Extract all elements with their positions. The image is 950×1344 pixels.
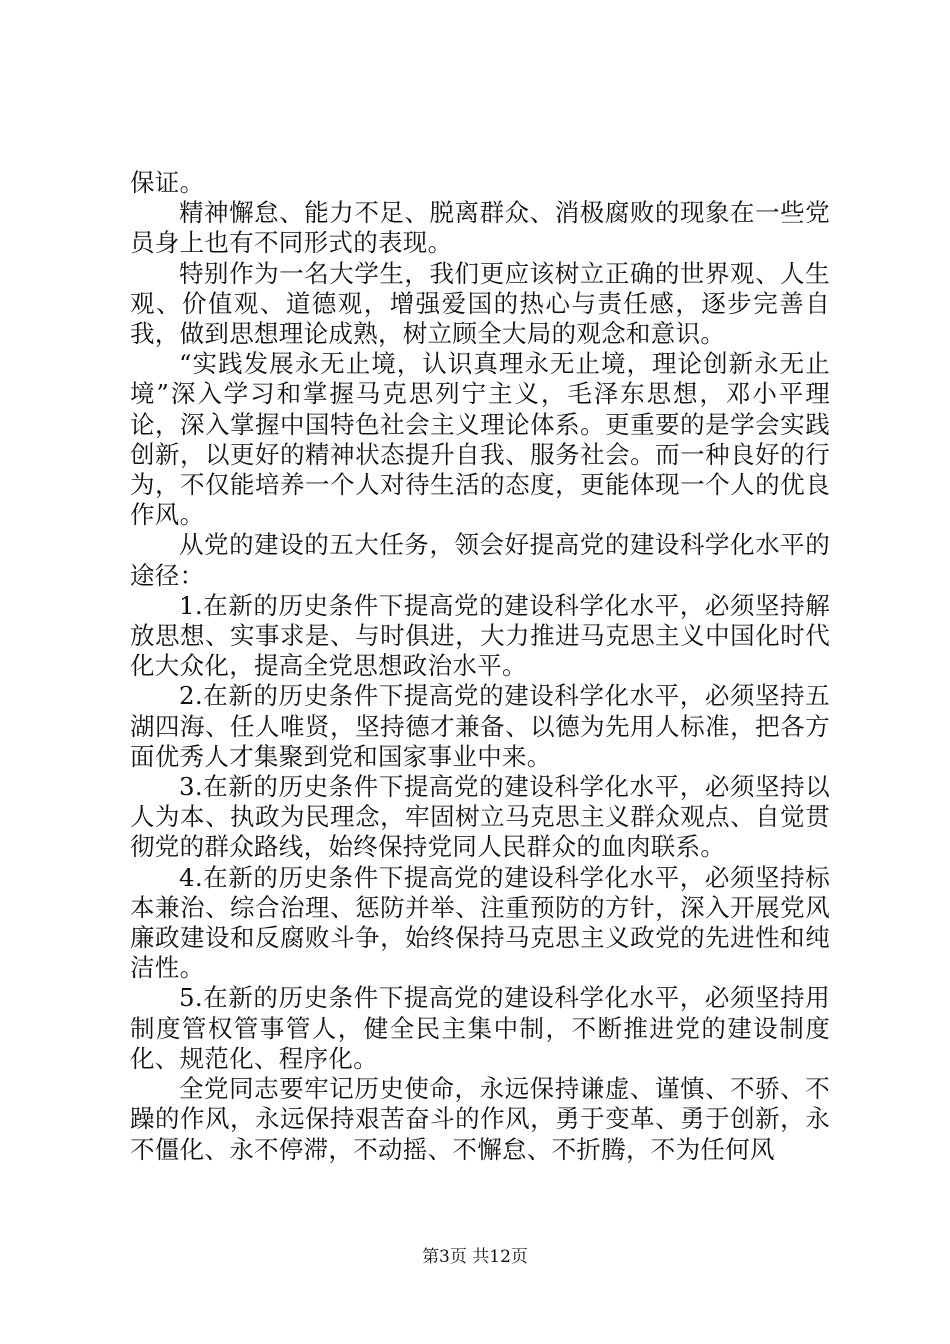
paragraph-4: “实践发展永无止境，认识真理永无止境，理论创新永无止境”深入学习和掌握马克思列宁主义，毛泽东思想，邓小平理论，深入掌握中国特色社会主义理论体系。更重要的是学会实践创新，以更好的精神状态提升自我、服务社会。而一种良好的行为，不仅能培养一个人对待生活的态度，更能体现一个人的优良作风。 (130, 349, 830, 530)
paragraph-1: 保证。 (130, 168, 205, 197)
list-item-3: 3.在新的历史条件下提高党的建设科学化水平，必须坚持以人为本、执政为民理念，牢固树立马克思主义群众观点、自觉贯彻党的群众路线，始终保持党同人民群众的血肉联系。 (130, 772, 830, 862)
list-item-4: 4.在新的历史条件下提高党的建设科学化水平，必须坚持标本兼治、综合治理、惩防并举、注重预防的方针，深入开展党风廉政建设和反腐败斗争，始终保持马克思主义政党的先进性和纯洁性。 (130, 862, 830, 983)
paragraph-6: 全党同志要牢记历史使命，永远保持谦虚、谨慎、不骄、不躁的作风，永远保持艰苦奋斗的作风，勇于变革、勇于创新，永不僵化、永不停滞，不动摇、不懈怠、不折腾，不为任何风 (130, 1074, 830, 1164)
document-body (130, 168, 830, 1165)
page-number-footer: 第3页 共12页 (422, 1247, 528, 1267)
list-item-5: 5.在新的历史条件下提高党的建设科学化水平，必须坚持用制度管权管事管人，健全民主集中制，不断推进党的建设制度化、规范化、程序化。 (130, 983, 830, 1073)
paragraph-5: 从党的建设的五大任务，领会好提高党的建设科学化水平的途径： (130, 530, 830, 590)
list-item-2: 2.在新的历史条件下提高党的建设科学化水平，必须坚持五湖四海、任人唯贤，坚持德才兼备、以德为先用人标准，把各方面优秀人才集聚到党和国家事业中来。 (130, 681, 830, 771)
paragraph-3: 特别作为一名大学生，我们更应该树立正确的世界观、人生观、价值观、道德观，增强爱国的热心与责任感，逐步完善自我，做到思想理论成熟，树立顾全大局的观念和意识。 (130, 258, 830, 349)
list-item-1: 1.在新的历史条件下提高党的建设科学化水平，必须坚持解放思想、实事求是、与时俱进，大力推进马克思主义中国化时代化大众化，提高全党思想政治水平。 (130, 590, 830, 681)
paragraph-2: 精神懈怠、能力不足、脱离群众、消极腐败的现象在一些党员身上也有不同形式的表现。 (130, 198, 830, 258)
